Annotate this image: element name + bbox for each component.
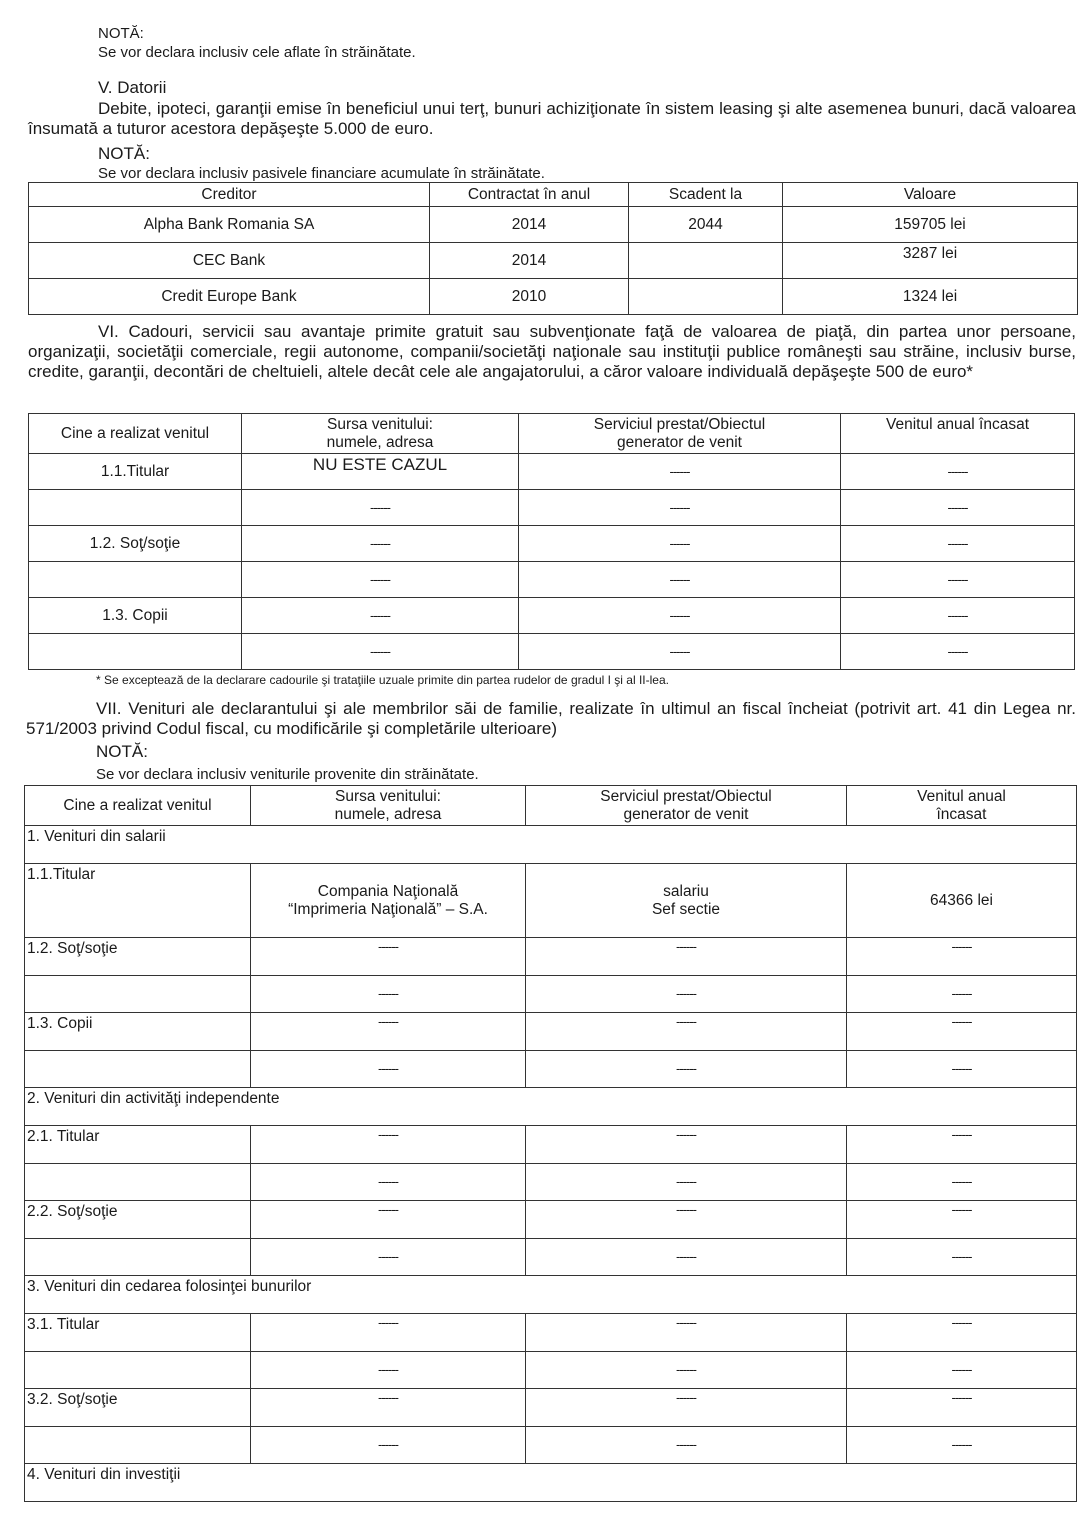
service: salariu Sef sectie (526, 864, 847, 938)
income: ------ (847, 1164, 1077, 1201)
who (29, 634, 242, 670)
service: ------ (526, 976, 847, 1013)
source: ------ (251, 1126, 526, 1164)
who (25, 1352, 251, 1389)
table-row (25, 1126, 1077, 1164)
table-row (29, 243, 1078, 279)
source: ------ (242, 490, 519, 526)
service: ------ (526, 1164, 847, 1201)
who (25, 1239, 251, 1276)
who: 2.2. Soţ/soţie (25, 1201, 251, 1239)
table-row (25, 1427, 1077, 1464)
due-year (629, 279, 783, 315)
service: ------ (526, 1126, 847, 1164)
table-row (25, 938, 1077, 976)
who: 1.2. Soţ/soţie (29, 526, 242, 562)
col-contract-year: Contractat în anul (430, 183, 629, 207)
who: 2.1. Titular (25, 1126, 251, 1164)
gifts-footnote: * Se exceptează de la declarare cadourile şi trataţiile uzuale primite din partea rudelor de gradul I şi al II-lea. (96, 673, 669, 687)
income: 64366 lei (847, 864, 1077, 938)
section-5-text: Debite, ipoteci, garanţii emise în beneficiul unui terţ, bunuri achiziţionate în sistem leasing şi alte asemenea bunuri, dacă valoarea însumată a tuturor acestora depăşeşte 5.000 de euro. (28, 99, 1076, 138)
source: ------ (251, 1164, 526, 1201)
service: ------ (519, 454, 841, 490)
who: 1.1.Titular (25, 864, 251, 938)
note-label: NOTĂ: (98, 25, 144, 42)
source: Compania Naţională “Imprimeria Naţională” – S.A. (251, 864, 526, 938)
creditor: Alpha Bank Romania SA (29, 207, 430, 243)
income: ------ (847, 1013, 1077, 1051)
category-row (25, 1088, 1077, 1126)
who: 3.1. Titular (25, 1314, 251, 1352)
income: ------ (847, 1389, 1077, 1427)
section-5-note-label: NOTĂ: (98, 144, 150, 163)
table-row (29, 634, 1075, 670)
debts-header-row (29, 183, 1078, 207)
who: 1.2. Soţ/soţie (25, 938, 251, 976)
category-row (25, 826, 1077, 864)
who (25, 976, 251, 1013)
value: 159705 lei (783, 207, 1078, 243)
income: ------ (847, 976, 1077, 1013)
note-text: Se vor declara inclusiv cele aflate în străinătate. (98, 44, 416, 61)
who: 1.3. Copii (29, 598, 242, 634)
due-year: 2044 (629, 207, 783, 243)
service: ------ (526, 1427, 847, 1464)
table-row (29, 562, 1075, 598)
source: ------ (251, 976, 526, 1013)
source: ------ (242, 598, 519, 634)
contract-year: 2010 (430, 279, 629, 315)
source: ------ (242, 634, 519, 670)
source: ------ (251, 1201, 526, 1239)
service: ------ (526, 1201, 847, 1239)
who (25, 1164, 251, 1201)
service: ------ (526, 1239, 847, 1276)
service: ------ (526, 1352, 847, 1389)
col-who: Cine a realizat venitul (25, 786, 251, 826)
service: ------ (519, 562, 841, 598)
who (29, 562, 242, 598)
who: 1.3. Copii (25, 1013, 251, 1051)
table-row (25, 1239, 1077, 1276)
who (29, 490, 242, 526)
income-header-row (25, 786, 1077, 826)
income: ------ (847, 1314, 1077, 1352)
who (25, 1427, 251, 1464)
col-service: Serviciul prestat/Obiectul generator de venit (519, 414, 841, 454)
source: ------ (251, 1389, 526, 1427)
income: ------ (847, 938, 1077, 976)
income-table (24, 785, 1077, 1502)
section-7-text: VII. Venituri ale declarantului şi ale membrilor săi de familie, realizate în ultimul an fiscal încheiat (potrivit art. 41 din Legea nr. 571/2003 privind Codul fiscal, cu modificările şi completările ulterioare) (26, 699, 1076, 738)
source: ------ (242, 562, 519, 598)
col-source: Sursa venitului: numele, adresa (251, 786, 526, 826)
table-row (25, 976, 1077, 1013)
service: ------ (526, 1013, 847, 1051)
source: ------ (251, 938, 526, 976)
category-row (25, 1464, 1077, 1502)
income: ------ (841, 562, 1075, 598)
category-independent: 2. Venituri din activităţi independente (25, 1088, 1077, 1126)
table-row (25, 1314, 1077, 1352)
col-value: Valoare (783, 183, 1078, 207)
source: ------ (251, 1013, 526, 1051)
who: 1.1.Titular (29, 454, 242, 490)
table-row (25, 1051, 1077, 1088)
section-7-note-text: Se vor declara inclusiv veniturile provenite din străinătate. (96, 766, 479, 783)
section-7-note-label: NOTĂ: (96, 742, 148, 761)
col-source: Sursa venitului: numele, adresa (242, 414, 519, 454)
service: ------ (526, 1314, 847, 1352)
table-row (29, 454, 1075, 490)
income: ------ (841, 598, 1075, 634)
col-income: Venitul anual încasat (841, 414, 1075, 454)
col-who: Cine a realizat venitul (29, 414, 242, 454)
contract-year: 2014 (430, 207, 629, 243)
income: ------ (841, 526, 1075, 562)
income: ------ (847, 1427, 1077, 1464)
gifts-table (28, 413, 1075, 670)
source: ------ (251, 1314, 526, 1352)
income: ------ (847, 1051, 1077, 1088)
category-rent: 3. Venituri din cedarea folosinţei bunurilor (25, 1276, 1077, 1314)
service: ------ (526, 1389, 847, 1427)
table-row (29, 207, 1078, 243)
value: 3287 lei (783, 243, 1078, 279)
section-5-title: V. Datorii (98, 78, 167, 97)
income: ------ (847, 1352, 1077, 1389)
income: ------ (847, 1201, 1077, 1239)
income: ------ (841, 634, 1075, 670)
source: ------ (242, 526, 519, 562)
table-row (25, 1164, 1077, 1201)
gifts-header-row (29, 414, 1075, 454)
category-salaries: 1. Venituri din salarii (25, 826, 1077, 864)
service: ------ (526, 1051, 847, 1088)
table-row (29, 279, 1078, 315)
service: ------ (519, 490, 841, 526)
service: ------ (519, 526, 841, 562)
service: ------ (519, 634, 841, 670)
debts-table (28, 182, 1078, 315)
category-row (25, 1276, 1077, 1314)
table-row (25, 1352, 1077, 1389)
section-5-note-text: Se vor declara inclusiv pasivele financiare acumulate în străinătate. (98, 165, 545, 182)
table-row (29, 598, 1075, 634)
creditor: Credit Europe Bank (29, 279, 430, 315)
contract-year: 2014 (430, 243, 629, 279)
due-year (629, 243, 783, 279)
table-row (25, 864, 1077, 938)
income: ------ (847, 1239, 1077, 1276)
table-row (25, 1389, 1077, 1427)
service: ------ (526, 938, 847, 976)
source: ------ (251, 1352, 526, 1389)
col-service: Serviciul prestat/Obiectul generator de venit (526, 786, 847, 826)
col-creditor: Creditor (29, 183, 430, 207)
table-row (29, 526, 1075, 562)
col-due: Scadent la (629, 183, 783, 207)
category-investments: 4. Venituri din investiţii (25, 1464, 1077, 1502)
section-6-text: VI. Cadouri, servicii sau avantaje primite gratuit sau subvenţionate faţă de valoarea de piaţă, din partea unor persoane, organizaţii, societăţii comerciale, regii autonome, companii/societăţi naţionale sau instituţii publice româneşti sau străine, inclusiv burse, credite, garanţii, decontări de cheltuieli, altele decât cele ale angajatorului, a căror valoare individuală depăşeşte 500 de euro* (28, 322, 1076, 381)
service: ------ (519, 598, 841, 634)
income: ------ (847, 1126, 1077, 1164)
who: 3.2. Soţ/soţie (25, 1389, 251, 1427)
col-income: Venitul anual încasat (847, 786, 1077, 826)
table-row (29, 490, 1075, 526)
income: ------ (841, 490, 1075, 526)
income: ------ (841, 454, 1075, 490)
table-row (25, 1201, 1077, 1239)
source: ------ (251, 1239, 526, 1276)
source: ------ (251, 1051, 526, 1088)
who (25, 1051, 251, 1088)
source: ------ (251, 1427, 526, 1464)
table-row (25, 1013, 1077, 1051)
value: 1324 lei (783, 279, 1078, 315)
creditor: CEC Bank (29, 243, 430, 279)
source: NU ESTE CAZUL (242, 454, 519, 490)
